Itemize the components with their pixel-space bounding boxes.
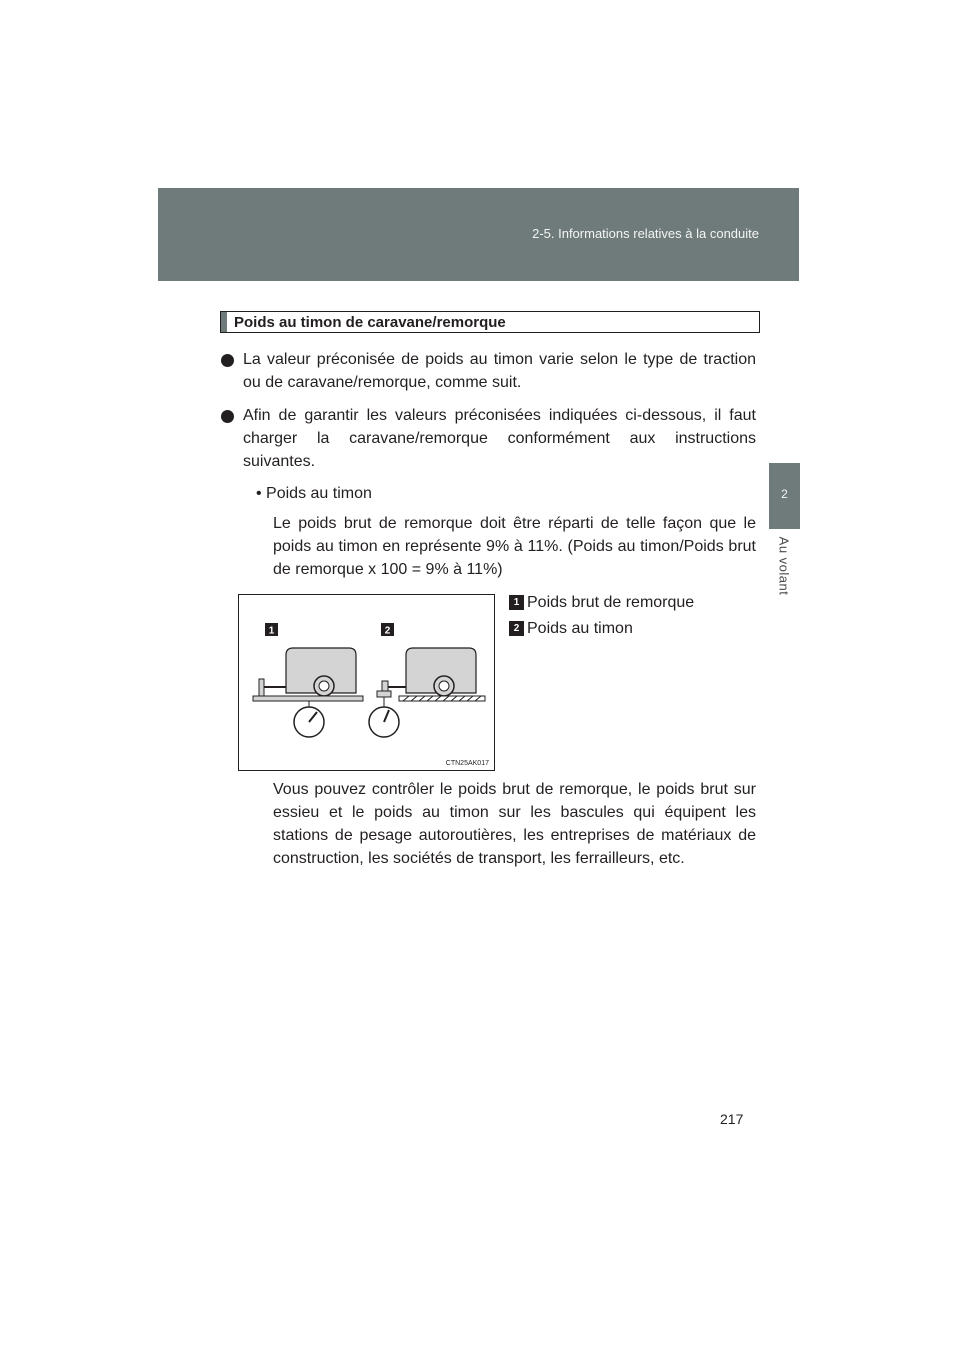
section-title: Poids au timon de caravane/remorque <box>234 314 506 331</box>
bullet-icon <box>221 354 234 367</box>
page-number: 217 <box>720 1111 744 1127</box>
figure-marker-2: 2 <box>384 625 391 637</box>
chapter-header <box>158 188 799 281</box>
chapter-title: 2-5. Informations relatives à la conduite <box>532 226 759 241</box>
side-tab <box>769 463 800 529</box>
side-tab-number: 2 <box>781 487 788 501</box>
legend-item-1 <box>509 594 694 612</box>
side-tab-label: Au volant <box>776 536 792 596</box>
figure-code: CTN25AK017 <box>445 760 489 767</box>
bullet-icon <box>221 410 234 423</box>
subitem-text: Le poids brut de remorque doit être réparti de telle façon que le poids au timon en représente 9% à 11%. (Poids au timon/Poids brut de remorque x 100 = 9% à 11%) <box>273 515 756 578</box>
paragraph-2: Afin de garantir les valeurs préconisées indiquées ci-dessous, il faut charger la caravane/remorque conformément aux instructions suivantes. <box>243 407 756 470</box>
trailer-on-scale-2 <box>369 648 485 737</box>
subitem-label: • Poids au timon <box>256 485 372 502</box>
legend-marker-1: 1 <box>509 595 524 610</box>
trailer-scale-illustration <box>239 595 494 770</box>
section-title-box <box>220 311 760 333</box>
legend-marker-2: 2 <box>509 621 524 636</box>
legend-label-2: Poids au timon <box>527 620 633 637</box>
legend-label-1: Poids brut de remorque <box>527 594 695 611</box>
legend-item-2 <box>509 620 633 638</box>
section-title-bar <box>221 312 227 332</box>
paragraph-1: La valeur préconisée de poids au timon varie selon le type de traction ou de caravane/remorque, comme suit. <box>243 351 756 391</box>
figure-marker-1: 1 <box>268 625 275 637</box>
trailer-on-scale-1 <box>253 648 363 737</box>
closing-paragraph: Vous pouvez contrôler le poids brut de remorque, le poids brut sur essieu et le poids au timon sur les bascules qui équipent les stations de pesage autoroutières, les entreprises de matériaux de construction, les sociétés de transport, les ferrailleurs, etc. <box>273 781 756 867</box>
tongue-weight-figure <box>238 594 495 771</box>
